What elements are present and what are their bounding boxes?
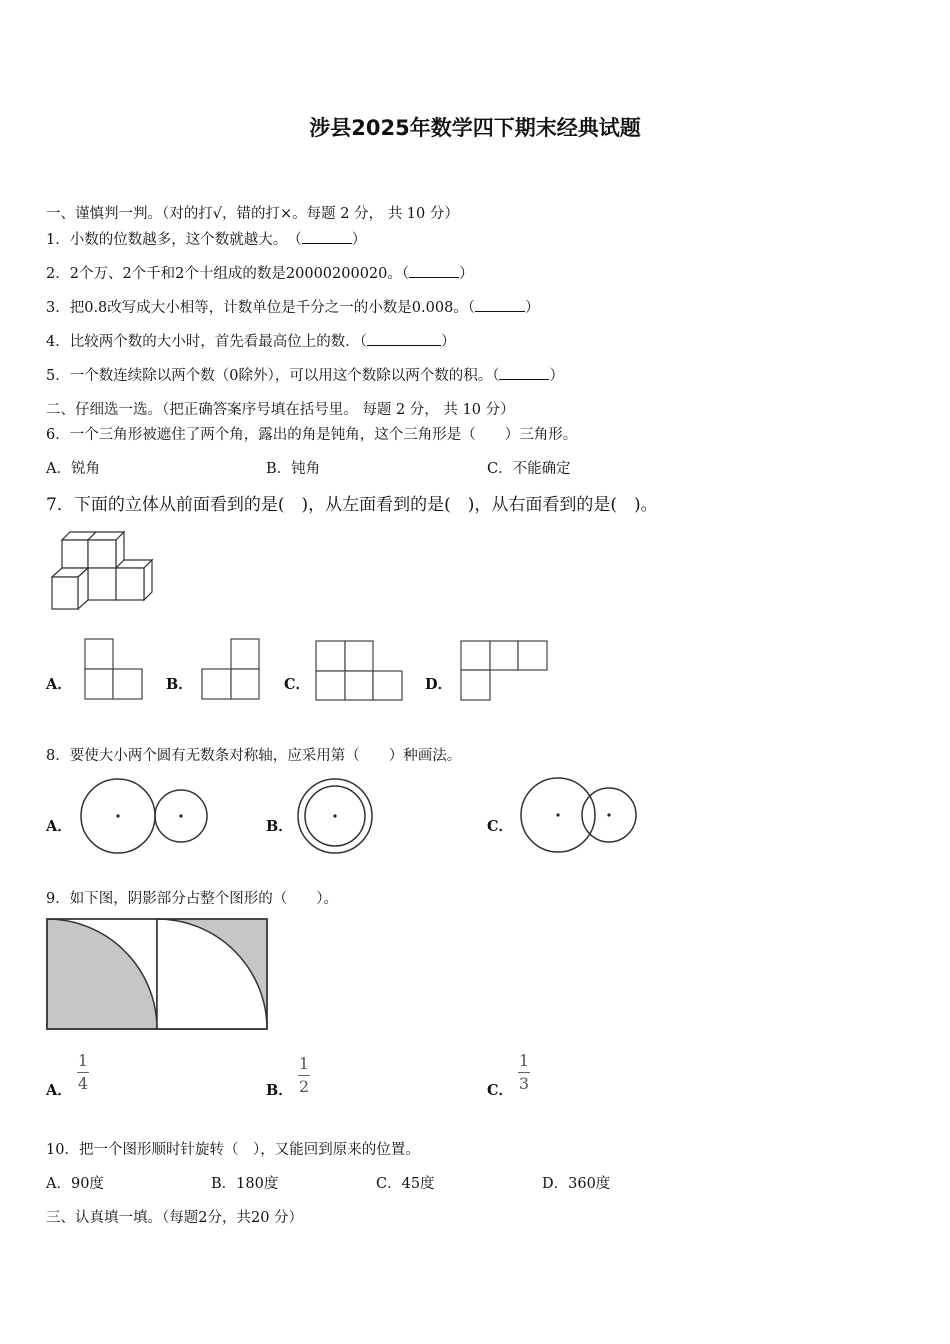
- q9-option-a-denominator: 4: [77, 1074, 89, 1093]
- q9-shaded-figure: [46, 918, 270, 1031]
- q8-option-a-label[interactable]: A．: [46, 818, 72, 835]
- question-1-text: 1．小数的位数越多，这个数就越大。 （: [46, 232, 302, 248]
- question-3: [46, 296, 540, 317]
- cube-stack-figure: [48, 530, 160, 612]
- q10-option-c[interactable]: C．45度: [376, 1176, 435, 1192]
- question-6: 6．一个三角形被遮住了两个角，露出的角是钝角，这个三角形是（ ）三角形。: [46, 427, 578, 443]
- question-5-end: ）: [549, 368, 564, 384]
- question-4-text: 4．比较两个数的大小时，首先看最高位上的数．（: [46, 334, 367, 350]
- q7-option-d-figure: [460, 640, 550, 702]
- answer-blank-4[interactable]: [367, 333, 441, 346]
- q10-option-b[interactable]: B．180度: [211, 1176, 279, 1192]
- question-4: [46, 330, 455, 351]
- q7-option-c-label[interactable]: C．: [284, 676, 311, 693]
- question-3-text: 3．把0.8改写成大小相等，计数单位是千分之一的小数是0.008。（: [46, 300, 476, 316]
- q9-option-c-label[interactable]: C．: [487, 1082, 514, 1099]
- q9-option-c-denominator: 3: [518, 1074, 530, 1093]
- q8-option-b-label[interactable]: B．: [266, 818, 293, 835]
- q9-option-c-numerator: 1: [518, 1051, 530, 1070]
- q9-option-a-numerator: 1: [77, 1051, 89, 1070]
- question-2: [46, 262, 474, 283]
- q10-option-a[interactable]: A．90度: [46, 1176, 104, 1192]
- answer-blank-3[interactable]: [475, 299, 525, 312]
- question-5: [46, 364, 564, 385]
- q9-option-b-fraction: [298, 1056, 310, 1095]
- question-10: 10．把一个图形顺时针旋转（ ），又能回到原来的位置。: [46, 1142, 420, 1158]
- q6-option-b[interactable]: B．钝角: [266, 461, 321, 477]
- q7-option-a-figure: [84, 638, 144, 700]
- page-title: 涉县2025年数学四下期末经典试题: [309, 116, 641, 140]
- q8-option-c-label[interactable]: C．: [487, 818, 514, 835]
- q9-option-b-denominator: 2: [298, 1077, 310, 1096]
- q7-option-b-figure: [201, 638, 261, 700]
- answer-blank-1[interactable]: [302, 231, 352, 244]
- question-3-end: ）: [525, 300, 540, 316]
- question-5-text: 5．一个数连续除以两个数（0除外），可以用这个数除以两个数的积。（: [46, 368, 500, 384]
- q9-option-b-numerator: 1: [298, 1054, 310, 1073]
- answer-blank-5[interactable]: [499, 367, 549, 380]
- question-4-end: ）: [440, 334, 456, 350]
- question-1-end: ）: [351, 232, 367, 248]
- question-2-text: 2．2个万、2个千和2个十组成的数是20000200020。（: [46, 266, 410, 282]
- section-2-heading: 二、仔细选一选。（把正确答案序号填在括号里。 每题 2 分， 共 10 分）: [46, 402, 515, 418]
- q8-option-b-figure: [296, 777, 376, 857]
- q6-option-c[interactable]: C．不能确定: [487, 461, 571, 477]
- q7-option-c-figure: [315, 640, 405, 702]
- question-8: 8．要使大小两个圆有无数条对称轴，应采用第（ ）种画法。: [46, 748, 462, 764]
- question-2-end: ）: [459, 266, 474, 282]
- question-1: [46, 228, 366, 249]
- q10-option-d[interactable]: D．360度: [542, 1176, 611, 1192]
- section-1-heading: 一、谨慎判一判。（对的打√，错的打×。每题 2 分， 共 10 分）: [46, 206, 459, 222]
- section-3-heading: 三、认真填一填。（每题2分，共20 分）: [46, 1210, 304, 1226]
- q7-option-d-label[interactable]: D．: [425, 676, 453, 693]
- question-7: 7．下面的立体从前面看到的是( )，从左面看到的是( )，从右面看到的是( )。: [46, 495, 658, 515]
- q7-option-b-label[interactable]: B．: [166, 676, 193, 693]
- q7-option-a-label[interactable]: A．: [46, 676, 72, 693]
- q8-option-c-figure: [518, 776, 640, 856]
- q8-option-a-figure: [78, 777, 212, 857]
- q9-option-c-fraction: [518, 1053, 530, 1092]
- q9-option-a-fraction: [77, 1053, 89, 1092]
- question-9: 9．如下图，阴影部分占整个图形的（ ）。: [46, 891, 338, 907]
- answer-blank-2[interactable]: [409, 265, 459, 278]
- q6-option-a[interactable]: A．锐角: [46, 461, 100, 477]
- q9-option-a-label[interactable]: A．: [46, 1082, 72, 1099]
- q9-option-b-label[interactable]: B．: [266, 1082, 293, 1099]
